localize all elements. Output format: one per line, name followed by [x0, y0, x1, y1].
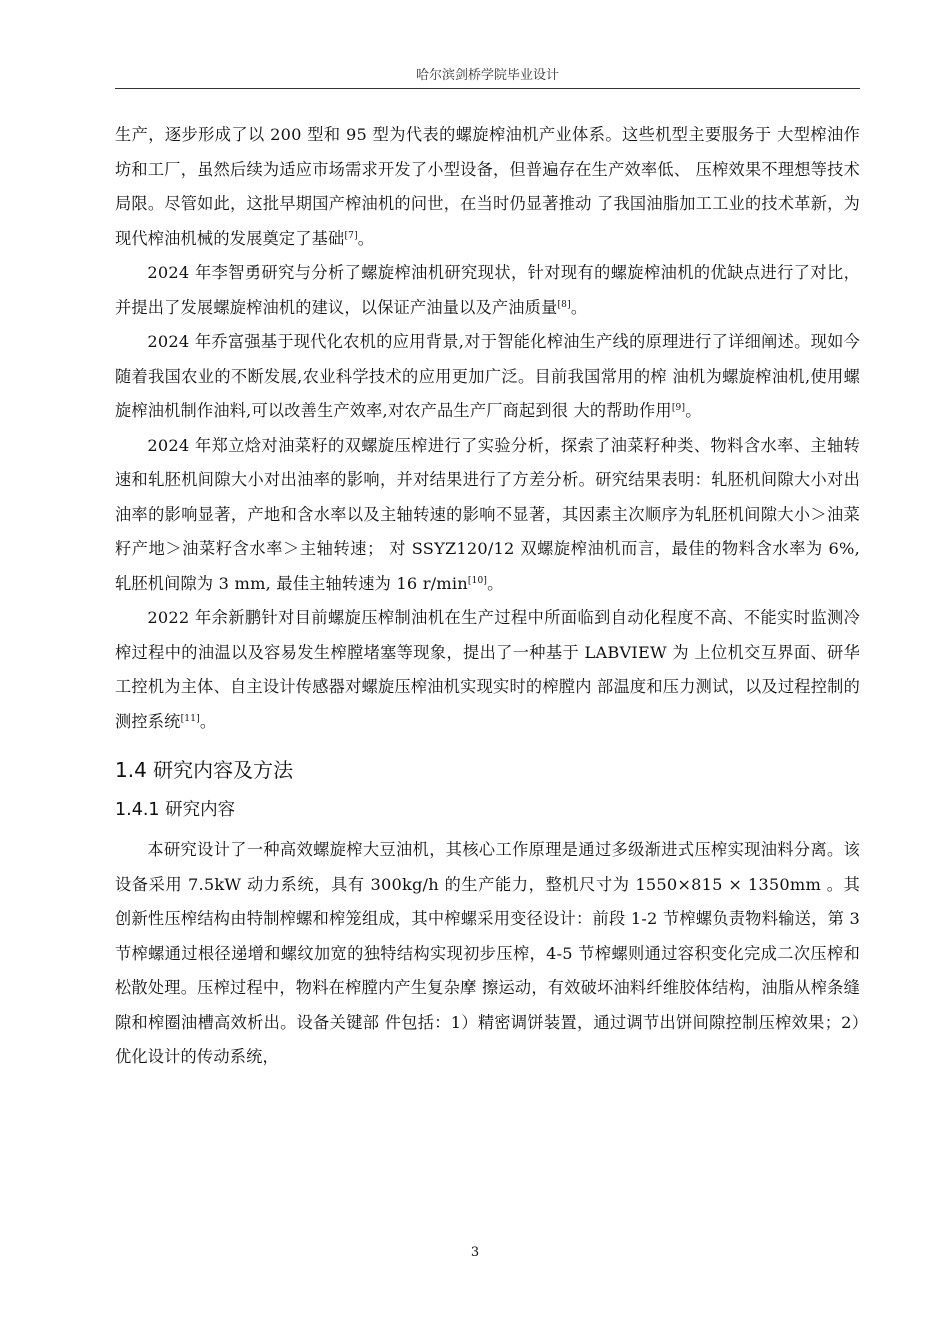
paragraph-1-text: 生产，逐步形成了以 200 型和 95 型为代表的螺旋榨油机产业体系。这些机型主要服务于 大型榨油作坊和工厂，虽然后续为适应市场需求开发了小型设备，但普遍存在生产效率低、 压榨效果不理想等技术局限。尽管如此，这批早期国产榨油机的问世，在当时仍显著推动 了我国油脂加工工业的技术革新，为现代榨油机械的发展奠定了基础 — [115, 125, 860, 248]
section-heading: 1.4 研究内容及方法 — [115, 758, 294, 782]
paragraph-4-tail: 。 — [487, 573, 504, 593]
paragraph-3-tail: 。 — [685, 401, 702, 420]
paragraph-5 — [115, 601, 860, 739]
citation-8: [8] — [557, 299, 571, 310]
page-body — [115, 118, 860, 1075]
paragraph-2-text: 2024 年李智勇研究与分析了螺旋榨油机研究现状，针对现有的螺旋榨油机的优缺点进行了对比，并提出了发展螺旋榨油机的建议，以保证产油量以及产油质量 — [115, 263, 860, 317]
paragraph-2 — [115, 256, 860, 325]
header-rule — [115, 88, 860, 89]
paragraph-research-content: 本研究设计了一种高效螺旋榨大豆油机，其核心工作原理是通过多级渐进式压榨实现油料分离。该设备采用 7.5kW 动力系统，具有 300kg/h 的生产能力，整机尺寸为 1550×815 × 1350mm 。其创新性压榨结构由特制榨螺和榨笼组成，其中榨螺采用变径设计：前段 1-2 节榨螺负责物料输送，第 3 节榨螺通过根径递增和螺纹加宽的独特结构实现初步压榨，4-5 节榨螺则通过容积变化完成二次压榨和松散处理。压榨过程中，物料在榨膛内产生复杂摩 擦运动，有效破坏油料纤维胶体结构，油脂从榨条缝隙和榨圈油槽高效析出。设备关键部 件包括：1）精密调饼装置，通过调节出饼间隙控制压榨效果；2）优化设计的传动系统， — [115, 840, 860, 1066]
citation-7: [7] — [344, 230, 358, 241]
paragraph-2-tail: 。 — [570, 297, 588, 317]
citation-9: [9] — [671, 403, 686, 413]
citation-10: [10] — [467, 575, 488, 586]
paragraph-1 — [115, 118, 860, 256]
paragraph-3-text: 2024 年乔富强基于现代化农机的应用背景,对于智能化榨油生产线的原理进行了详细阐述。现如今随着我国农业的不断发展,农业科学技术的应用更加广泛。目前我国常用的榨 油机为螺旋榨油机,使用螺旋榨油机制作油料,可以改善生产效率,对农产品生产厂商起到很 大的帮助作用 — [115, 332, 860, 420]
subsection-heading: 1.4.1 研究内容 — [115, 800, 236, 820]
citation-11: [11] — [180, 713, 200, 724]
paragraph-3 — [115, 325, 860, 429]
paragraph-4 — [115, 429, 860, 602]
running-header: 哈尔滨剑桥学院毕业设计 — [415, 68, 559, 83]
paragraph-5-tail: 。 — [199, 711, 217, 731]
paragraph-5-text: 2022 年余新鹏针对目前螺旋压榨制油机在生产过程中所面临到自动化程度不高、不能实时监测冷榨过程中的油温以及容易发生榨膛堵塞等现象，提出了一种基于 LABVIEW 为 上位机交互界面、研华工控机为主体、自主设计传感器对螺旋压榨油机实现实时的榨膛内 部温度和压力测试，以及过程控制的测控系统 — [115, 608, 860, 731]
paragraph-4-text: 2024 年郑立焓对油菜籽的双螺旋压榨进行了实验分析，探索了油菜籽种类、物料含水率、主轴转速和轧胚机间隙大小对出油率的影响，并对结果进行了方差分析。研究结果表明：轧胚机间隙大小对出油率的影响显著，产地和含水率以及主轴转速的影响不显著，其因素主次顺序为轧胚机间隙大小＞油菜籽产地＞油菜籽含水率＞主轴转速； 对 SSYZ120/12 双螺旋榨油机而言，最佳的物料含水率为 6%, 轧胚机间隙为 3 mm, 最佳主轴转速为 16 r/min — [115, 435, 860, 593]
page-number: 3 — [470, 1245, 480, 1260]
paragraph-1-tail: 。 — [357, 228, 375, 248]
